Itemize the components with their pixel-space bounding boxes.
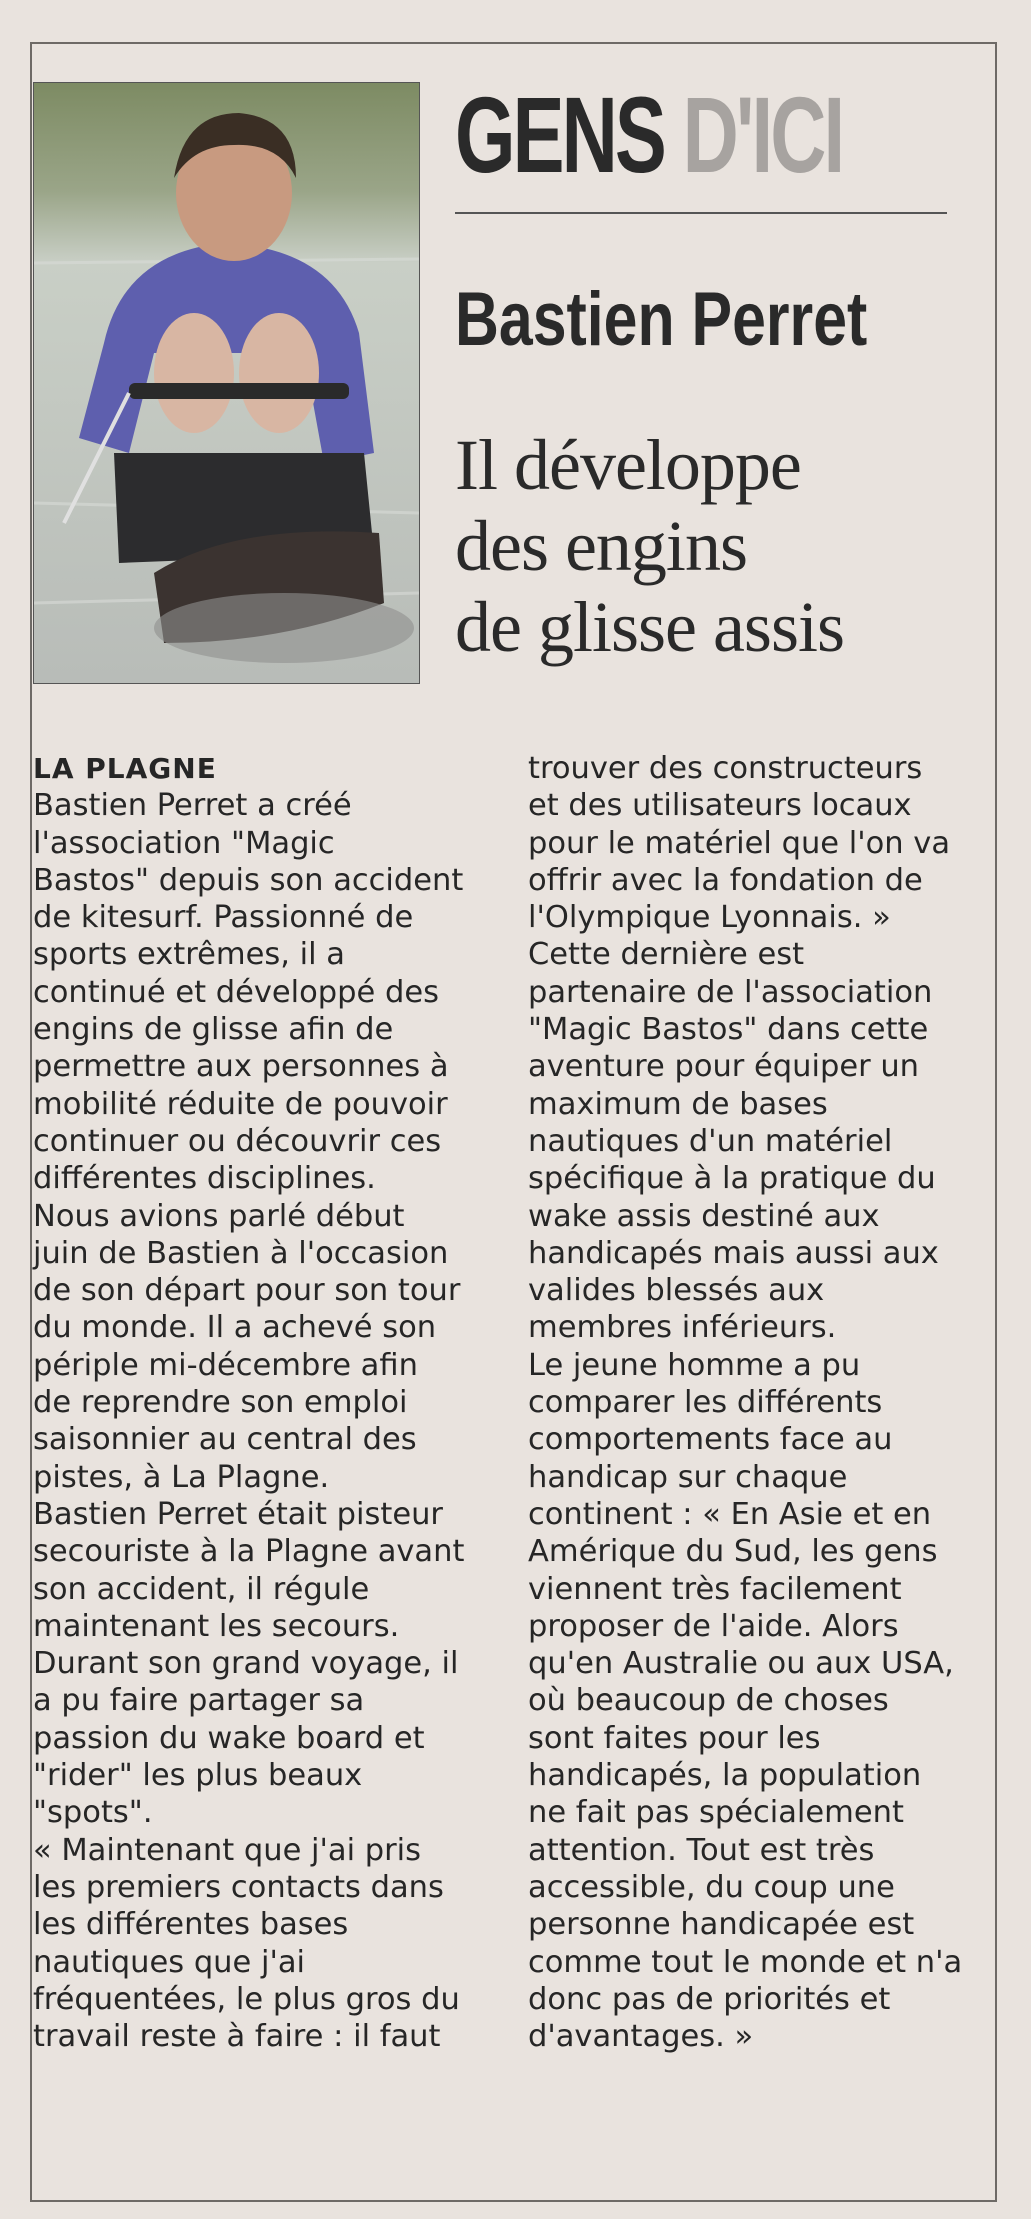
text-line: pour le matériel que l'on va xyxy=(528,825,951,861)
text-line: handicapés mais aussi aux xyxy=(528,1235,939,1271)
text-line: accessible, du coup une xyxy=(528,1869,895,1905)
text-line: maintenant les secours. xyxy=(33,1608,400,1644)
text-line: saisonnier au central des xyxy=(33,1422,417,1458)
text-line: trouver des constructeurs xyxy=(528,751,923,786)
text-line: "spots". xyxy=(33,1795,153,1831)
text-line: handicap sur chaque xyxy=(528,1459,848,1495)
text-line: de kitesurf. Passionné de xyxy=(33,900,414,936)
text-line: offrir avec la fondation de xyxy=(528,862,923,898)
text-line: juin de Bastien à l'occasion xyxy=(33,1235,449,1271)
text-line: du monde. Il a achevé son xyxy=(33,1310,437,1346)
text-line: « Maintenant que j'ai pris xyxy=(33,1832,422,1868)
text-line: passion du wake board et xyxy=(33,1720,425,1756)
text-line: et des utilisateurs locaux xyxy=(528,788,912,824)
text-line: a pu faire partager sa xyxy=(33,1683,365,1719)
text-line: comme tout le monde et n'a xyxy=(528,1944,963,1980)
text-line: périple mi-décembre afin xyxy=(33,1347,418,1383)
text-line: sont faites pour les xyxy=(528,1720,821,1756)
text-line: comportements face au xyxy=(528,1422,893,1458)
text-line: partenaire de l'association xyxy=(528,974,933,1010)
text-line: pistes, à La Plagne. xyxy=(33,1459,330,1495)
text-line: Bastos" depuis son accident xyxy=(33,862,464,898)
text-line: de reprendre son emploi xyxy=(33,1385,408,1421)
text-line: les premiers contacts dans xyxy=(33,1869,444,1905)
section-kicker xyxy=(455,70,843,200)
text-line: mobilité réduite de pouvoir xyxy=(33,1086,448,1122)
headline xyxy=(455,425,995,668)
text-line: Le jeune homme a pu xyxy=(528,1347,861,1383)
text-line: de son départ pour son tour xyxy=(33,1273,461,1309)
text-line: attention. Tout est très xyxy=(528,1832,875,1868)
text-line: son accident, il régule xyxy=(33,1571,370,1607)
text-line: comparer les différents xyxy=(528,1385,883,1421)
text-line: engins de glisse afin de xyxy=(33,1012,394,1048)
text-line: nautiques que j'ai xyxy=(33,1944,305,1980)
headline-line: de glisse assis xyxy=(455,587,844,667)
text-line: différentes disciplines. xyxy=(33,1161,376,1197)
text-line: Nous avions parlé début xyxy=(33,1198,405,1234)
text-line: Durant son grand voyage, il xyxy=(33,1646,459,1682)
text-line: valides blessés aux xyxy=(528,1273,825,1309)
kicker-rule xyxy=(455,212,947,214)
text-line: ne fait pas spécialement xyxy=(528,1795,904,1831)
text-line: spécifique à la pratique du xyxy=(528,1161,936,1197)
text-line: continent : « En Asie et en xyxy=(528,1496,932,1532)
text-line: continué et développé des xyxy=(33,974,440,1010)
headline-line: Il développe xyxy=(455,425,801,505)
text-line: Amérique du Sud, les gens xyxy=(528,1534,938,1570)
text-line: wake assis destiné aux xyxy=(528,1198,880,1234)
text-line: personne handicapée est xyxy=(528,1907,915,1943)
text-line: Bastien Perret était pisteur xyxy=(33,1496,443,1532)
text-line: "Magic Bastos" dans cette xyxy=(528,1012,929,1048)
article-photo xyxy=(33,82,420,684)
text-line: Cette dernière est xyxy=(528,937,805,973)
text-line: l'Olympique Lyonnais. » xyxy=(528,900,891,936)
person-name: Bastien Perret xyxy=(455,277,868,362)
text-line: handicapés, la population xyxy=(528,1758,922,1794)
text-line: donc pas de priorités et xyxy=(528,1981,891,2017)
text-line: qu'en Australie ou aux USA, xyxy=(528,1646,954,1682)
text-line: les différentes bases xyxy=(33,1907,349,1943)
text-line: viennent très facilement xyxy=(528,1571,902,1607)
text-line: membres inférieurs. xyxy=(528,1310,837,1346)
text-line: d'avantages. » xyxy=(528,2019,754,2055)
text-line: sports extrêmes, il a xyxy=(33,937,345,973)
article-column-left xyxy=(33,750,483,2055)
kicker-dark: GENS xyxy=(455,74,664,195)
text-line: travail reste à faire : il faut xyxy=(33,2019,441,2055)
text-line: permettre aux personnes à xyxy=(33,1049,449,1085)
text-line: fréquentées, le plus gros du xyxy=(33,1981,460,2017)
dateline: LA PLAGNE xyxy=(33,752,217,785)
text-line: proposer de l'aide. Alors xyxy=(528,1608,899,1644)
text-line: l'association "Magic xyxy=(33,825,335,861)
text-line: maximum de bases xyxy=(528,1086,828,1122)
text-line: Bastien Perret a créé xyxy=(33,788,352,824)
text-line: continuer ou découvrir ces xyxy=(33,1123,442,1159)
headline-line: des engins xyxy=(455,506,747,586)
text-line: nautiques d'un matériel xyxy=(528,1123,893,1159)
text-line: où beaucoup de choses xyxy=(528,1683,889,1719)
text-line: aventure pour équiper un xyxy=(528,1049,919,1085)
text-line: secouriste à la Plagne avant xyxy=(33,1534,465,1570)
kicker-light: D'ICI xyxy=(682,74,843,195)
text-line: "rider" les plus beaux xyxy=(33,1758,363,1794)
article-column-right xyxy=(528,750,988,2055)
